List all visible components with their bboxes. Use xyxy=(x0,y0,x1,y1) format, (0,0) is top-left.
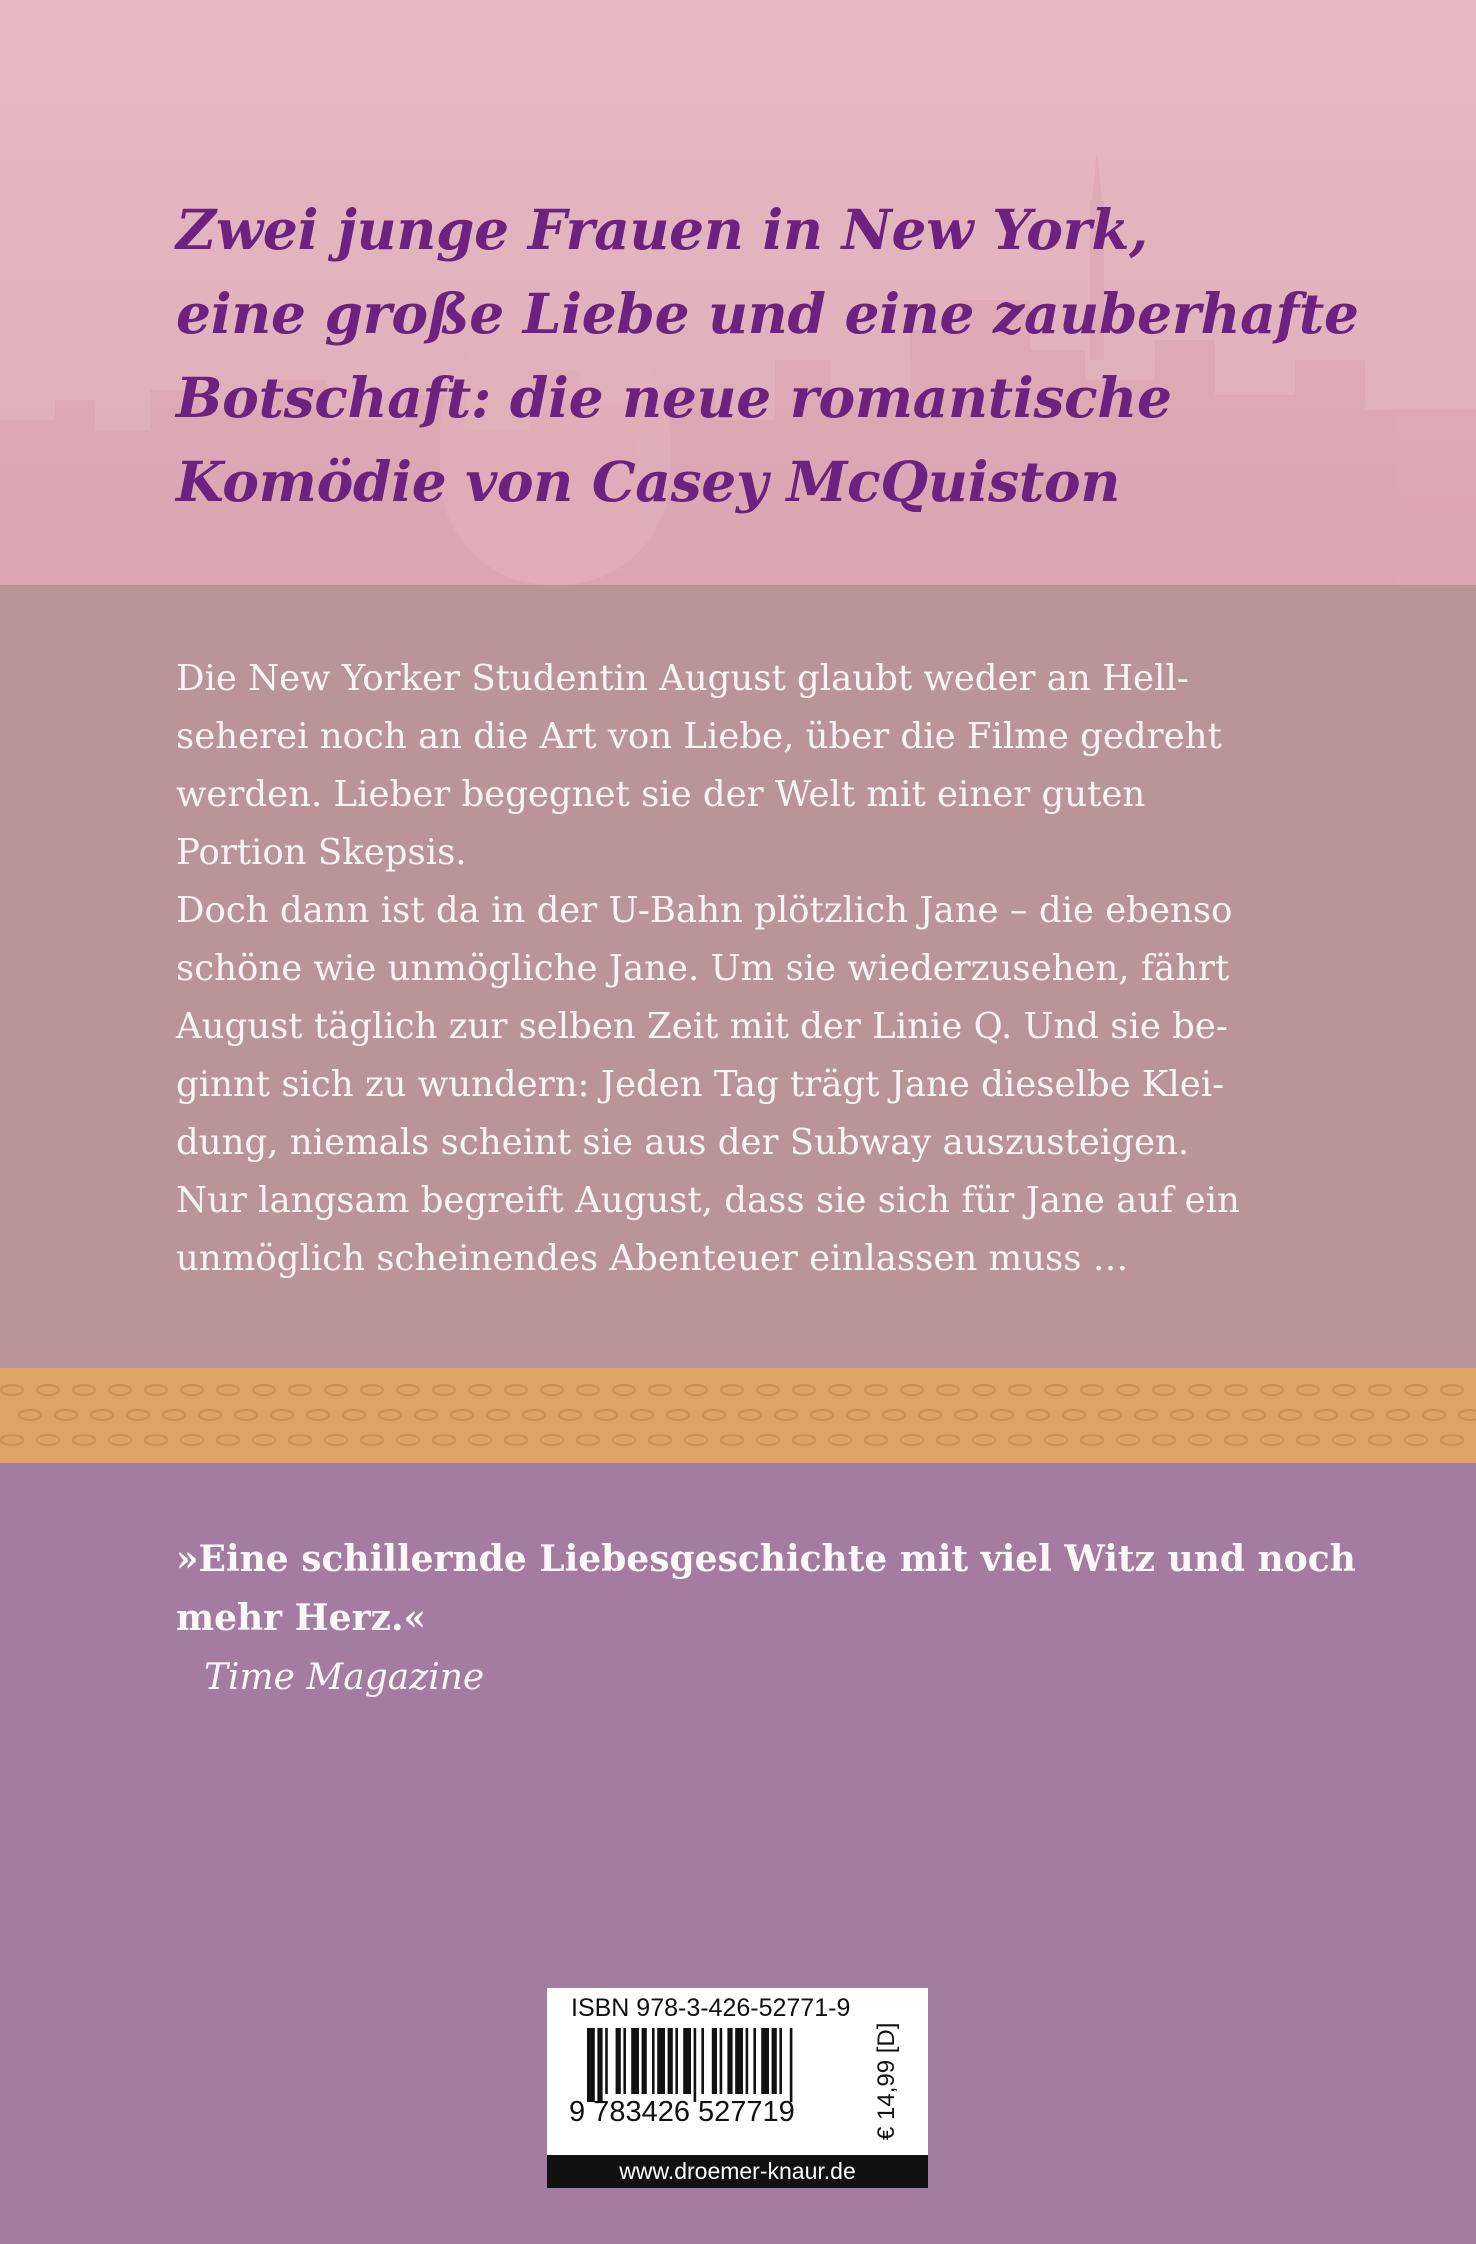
ribbon-ring xyxy=(1297,1385,1319,1395)
ribbon-ring xyxy=(73,1435,95,1445)
ribbon-ring xyxy=(613,1435,635,1445)
ribbon-ring xyxy=(1225,1435,1247,1445)
barcode-bar xyxy=(587,2028,595,2102)
ribbon-ring xyxy=(253,1435,275,1445)
ribbon-ring xyxy=(955,1410,977,1420)
ribbon-ring xyxy=(145,1435,167,1445)
ribbon-ring xyxy=(217,1385,239,1395)
isbn-text: ISBN 978-3-426-52771-9 xyxy=(571,1994,851,2022)
ribbon-ring xyxy=(145,1385,167,1395)
ribbon-ring xyxy=(451,1410,473,1420)
ribbon-ring xyxy=(1,1385,23,1395)
description-line: Die New Yorker Studentin August glaubt weder an Hell- xyxy=(176,658,1189,699)
barcode-digits: 9 783426 527719 xyxy=(569,2096,795,2128)
ribbon-ring xyxy=(541,1435,563,1445)
ribbon-ring xyxy=(1117,1385,1139,1395)
ribbon-ring xyxy=(613,1385,635,1395)
ribbon-ring xyxy=(1261,1435,1283,1445)
ribbon-ring xyxy=(253,1385,275,1395)
ribbon-ring xyxy=(289,1435,311,1445)
ribbon-ring xyxy=(433,1385,455,1395)
ribbon-ring xyxy=(1171,1410,1193,1420)
ribbon-ring xyxy=(1045,1385,1067,1395)
ribbon-ring xyxy=(397,1385,419,1395)
ribbon-ring xyxy=(685,1385,707,1395)
ribbon-ring xyxy=(631,1410,653,1420)
ribbon-ring xyxy=(559,1410,581,1420)
ribbon-ring xyxy=(1369,1385,1391,1395)
tagline-line: eine große Liebe und eine zauberhafte xyxy=(176,281,1359,346)
ribbon-ring xyxy=(217,1435,239,1445)
barcode-bar xyxy=(761,2028,769,2094)
ribbon-ring xyxy=(919,1410,941,1420)
ribbon-ring xyxy=(289,1385,311,1395)
ribbon-ring xyxy=(1351,1410,1373,1420)
ribbon-ring xyxy=(1189,1385,1211,1395)
barcode-bar xyxy=(623,2028,626,2094)
ribbon-ring xyxy=(109,1435,131,1445)
description-line: Portion Skepsis. xyxy=(176,832,467,873)
ribbon-ring xyxy=(1441,1385,1463,1395)
ribbon-ring xyxy=(361,1385,383,1395)
ribbon-pattern xyxy=(0,1368,1476,1463)
barcode-bar xyxy=(772,2028,777,2094)
description-text xyxy=(176,650,1306,1288)
quote-source: Time Magazine xyxy=(204,1657,485,1698)
ribbon-ring xyxy=(937,1385,959,1395)
ribbon-ring xyxy=(793,1435,815,1445)
ribbon-ring xyxy=(649,1435,671,1445)
ribbon-ring xyxy=(127,1410,149,1420)
barcode-bar xyxy=(668,2028,673,2094)
ribbon-ring xyxy=(181,1385,203,1395)
ribbon-ring xyxy=(577,1385,599,1395)
barcode-bar xyxy=(683,2028,691,2094)
quote-line-2 xyxy=(176,1589,1336,1707)
press-quote xyxy=(176,1530,1356,1707)
tagline-line: Botschaft: die neue romantische xyxy=(176,365,1172,430)
description-line: August täglich zur selben Zeit mit der Linie Q. Und sie be- xyxy=(176,1006,1228,1047)
barcode-bar xyxy=(657,2028,665,2094)
ribbon-ring xyxy=(325,1435,347,1445)
ribbon-ring xyxy=(595,1410,617,1420)
description-line: seherei noch an die Art von Liebe, über die Filme gedreht xyxy=(176,716,1222,757)
barcode-bar xyxy=(652,2028,655,2094)
barcode-bar xyxy=(694,2028,697,2102)
ribbon-ring xyxy=(55,1410,77,1420)
ribbon-ring xyxy=(739,1410,761,1420)
barcode-bar xyxy=(712,2028,717,2094)
ribbon-ring xyxy=(343,1410,365,1420)
barcode-bar xyxy=(642,2028,647,2094)
ribbon-ring xyxy=(469,1435,491,1445)
ribbon-ring xyxy=(415,1410,437,1420)
ribbon-ring xyxy=(1333,1435,1355,1445)
ribbon-ring xyxy=(487,1410,509,1420)
barcode-bar xyxy=(701,2028,704,2094)
ribbon-ring xyxy=(19,1410,41,1420)
ribbon-ring xyxy=(235,1410,257,1420)
ribbon-ring xyxy=(1153,1435,1175,1445)
barcode-bar xyxy=(746,2028,749,2094)
ribbon-ring xyxy=(757,1435,779,1445)
ribbon-ring xyxy=(1189,1435,1211,1445)
ribbon-ring xyxy=(163,1410,185,1420)
ribbon-ring xyxy=(73,1385,95,1395)
ribbon-ring xyxy=(1243,1410,1265,1420)
ribbon-ring xyxy=(307,1410,329,1420)
ribbon-ring xyxy=(1315,1410,1337,1420)
ribbon-ring xyxy=(523,1410,545,1420)
description-line: werden. Lieber begegnet sie der Welt mit einer guten xyxy=(176,774,1146,815)
ribbon-ring xyxy=(199,1410,221,1420)
ribbon-ring xyxy=(1081,1435,1103,1445)
ribbon-ring xyxy=(973,1435,995,1445)
barcode-bar xyxy=(675,2028,678,2094)
ribbon-ring xyxy=(901,1435,923,1445)
barcode-bar xyxy=(727,2028,732,2094)
price-label: € 14,99 [D] xyxy=(873,2022,900,2140)
description-line: Doch dann ist da in der U-Bahn plötzlich Jane – die ebenso xyxy=(176,890,1233,931)
ribbon-ring xyxy=(775,1410,797,1420)
description-line: unmöglich scheinendes Abenteuer einlassen muss … xyxy=(176,1238,1129,1279)
ribbon-ring xyxy=(721,1385,743,1395)
ribbon-ring xyxy=(1099,1410,1121,1420)
ribbon-ring xyxy=(829,1385,851,1395)
ribbon-ring xyxy=(1405,1385,1427,1395)
ribbon-ring xyxy=(757,1385,779,1395)
ribbon-ring xyxy=(1387,1410,1409,1420)
description-line: dung, niemals scheint sie aus der Subway auszusteigen. xyxy=(176,1122,1190,1163)
ribbon-ring xyxy=(847,1410,869,1420)
barcode-label xyxy=(547,1988,928,2155)
ribbon-ring xyxy=(1009,1435,1031,1445)
barcode-bar xyxy=(753,2028,756,2094)
ribbon-ring xyxy=(379,1410,401,1420)
tagline-line: Zwei junge Frauen in New York, xyxy=(176,197,1149,262)
ribbon-ring xyxy=(1,1435,23,1445)
ribbon-ring xyxy=(1369,1435,1391,1445)
barcode-bar xyxy=(605,2028,608,2094)
barcode-bar xyxy=(790,2028,793,2102)
ribbon-ring xyxy=(1117,1435,1139,1445)
ribbon-ring xyxy=(1297,1435,1319,1445)
ribbon-ring xyxy=(1009,1385,1031,1395)
ribbon-ring xyxy=(865,1435,887,1445)
ribbon-ring xyxy=(1441,1435,1463,1445)
ribbon-ring xyxy=(973,1385,995,1395)
description-line: schöne wie unmögliche Jane. Um sie wiederzusehen, fährt xyxy=(176,948,1230,989)
ribbon-ring xyxy=(37,1435,59,1445)
barcode-bar xyxy=(616,2028,621,2094)
ribbon-ring xyxy=(361,1435,383,1445)
ribbon-ring xyxy=(1225,1385,1247,1395)
ribbon-ring xyxy=(1063,1410,1085,1420)
ribbon-ring xyxy=(1045,1435,1067,1445)
ribbon-ring xyxy=(505,1435,527,1445)
tagline-line: Komödie von Casey McQuiston xyxy=(176,449,1121,514)
ribbon-ring xyxy=(793,1385,815,1395)
ribbon-ring xyxy=(1027,1410,1049,1420)
ribbon-ring xyxy=(649,1385,671,1395)
ribbon-ring xyxy=(433,1435,455,1445)
quote-line: »Eine schillernde Liebesgeschichte mit viel Witz und noch xyxy=(176,1538,1356,1580)
ribbon-ring xyxy=(1459,1410,1476,1420)
ribbon-ring xyxy=(829,1435,851,1445)
ribbon-ring xyxy=(991,1410,1013,1420)
quote-text: mehr Herz.« xyxy=(176,1597,427,1639)
decorative-ribbon xyxy=(0,1368,1476,1463)
ribbon-ring xyxy=(91,1410,113,1420)
ribbon-ring xyxy=(685,1435,707,1445)
ribbon-ring xyxy=(37,1385,59,1395)
ribbon-ring xyxy=(865,1385,887,1395)
ribbon-ring xyxy=(271,1410,293,1420)
ribbon-ring xyxy=(397,1435,419,1445)
ribbon-ring xyxy=(325,1385,347,1395)
ribbon-ring xyxy=(469,1385,491,1395)
ribbon-ring xyxy=(703,1410,725,1420)
barcode-bar xyxy=(631,2028,639,2094)
ribbon-ring xyxy=(901,1385,923,1395)
ribbon-ring xyxy=(937,1435,959,1445)
barcode-bars xyxy=(587,2028,857,2102)
description-line: ginnt sich zu wundern: Jeden Tag trägt Jane dieselbe Klei- xyxy=(176,1064,1225,1105)
description-line: Nur langsam begreift August, dass sie sich für Jane auf ein xyxy=(176,1180,1240,1221)
ribbon-ring xyxy=(109,1385,131,1395)
ribbon-ring xyxy=(577,1435,599,1445)
barcode-bar xyxy=(597,2028,602,2102)
ribbon-ring xyxy=(1405,1435,1427,1445)
barcode-bar xyxy=(735,2028,743,2094)
ribbon-ring xyxy=(1153,1385,1175,1395)
ribbon-ring xyxy=(1279,1410,1301,1420)
ribbon-ring xyxy=(811,1410,833,1420)
barcode-bar xyxy=(720,2028,723,2094)
ribbon-ring xyxy=(505,1385,527,1395)
ribbon-ring xyxy=(1333,1385,1355,1395)
ribbon-ring xyxy=(1081,1385,1103,1395)
ribbon-ring xyxy=(1261,1385,1283,1395)
ribbon-ring xyxy=(883,1410,905,1420)
ribbon-ring xyxy=(1207,1410,1229,1420)
publisher-website: www.droemer-knaur.de xyxy=(547,2155,928,2188)
ribbon-ring xyxy=(1423,1410,1445,1420)
tagline xyxy=(176,188,1359,524)
ribbon-ring xyxy=(667,1410,689,1420)
ribbon-ring xyxy=(721,1435,743,1445)
ribbon-ring xyxy=(541,1385,563,1395)
barcode-bar xyxy=(779,2028,782,2094)
ribbon-ring xyxy=(1135,1410,1157,1420)
ribbon-ring xyxy=(181,1435,203,1445)
